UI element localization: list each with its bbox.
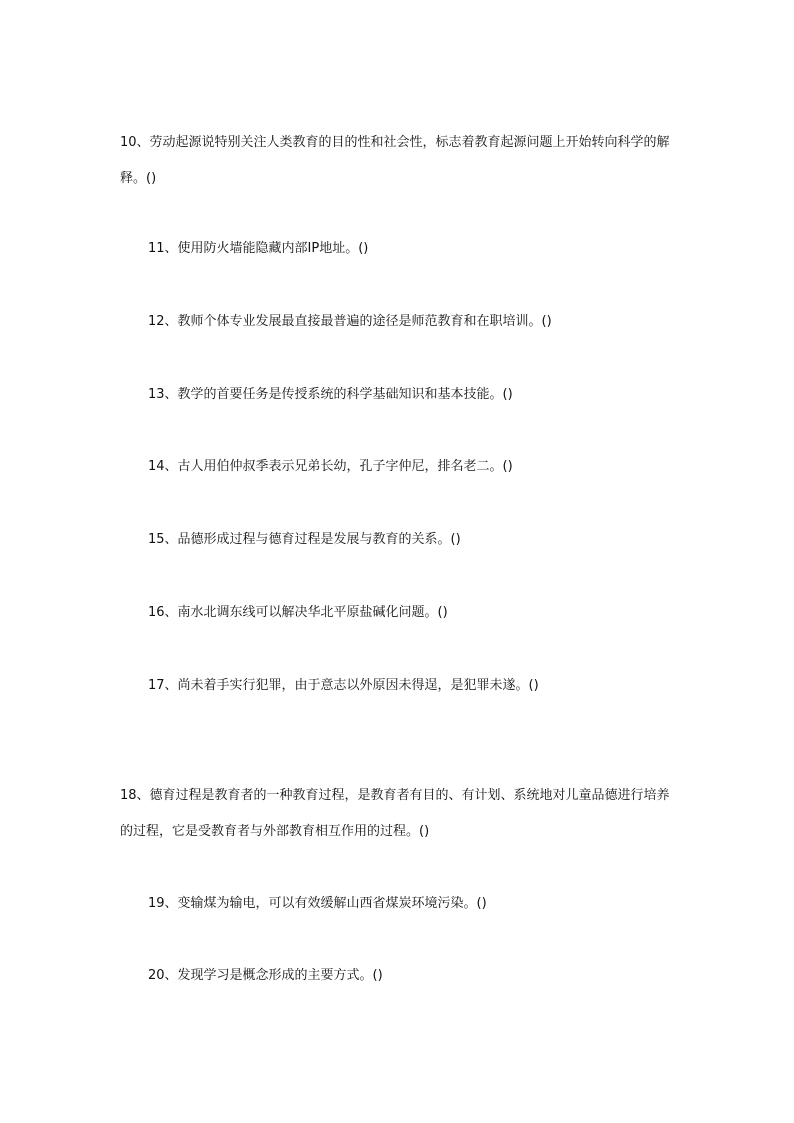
question-12: 12、教师个体专业发展最直接最普遍的途径是师范教育和在职培训。() [148, 314, 552, 329]
question-20: 20、发现学习是概念形成的主要方式。() [148, 968, 383, 983]
question-16: 16、南水北调东线可以解决华北平原盐碱化问题。() [148, 605, 448, 620]
question-10: 10、劳动起源说特别关注人类教育的目的性和社会性，标志着教育起源问题上开始转向科学的解释。() [120, 135, 670, 186]
question-14: 14、古人用伯仲叔季表示兄弟长幼，孔子字仲尼，排名老二。() [148, 459, 513, 474]
question-19: 19、变输煤为输电，可以有效缓解山西省煤炭环境污染。() [148, 896, 487, 911]
question-15: 15、品德形成过程与德育过程是发展与教育的关系。() [148, 532, 461, 547]
question-13: 13、教学的首要任务是传授系统的科学基础知识和基本技能。() [148, 387, 513, 402]
question-17: 17、尚未着手实行犯罪，由于意志以外原因未得逞，是犯罪未遂。() [148, 678, 539, 693]
question-11: 11、使用防火墙能隐藏内部IP地址。() [148, 241, 369, 256]
question-18: 18、德育过程是教育者的一种教育过程，是教育者有目的、有计划、系统地对儿童品德进行培养的过程，它是受教育者与外部教育相互作用的过程。() [120, 788, 670, 839]
